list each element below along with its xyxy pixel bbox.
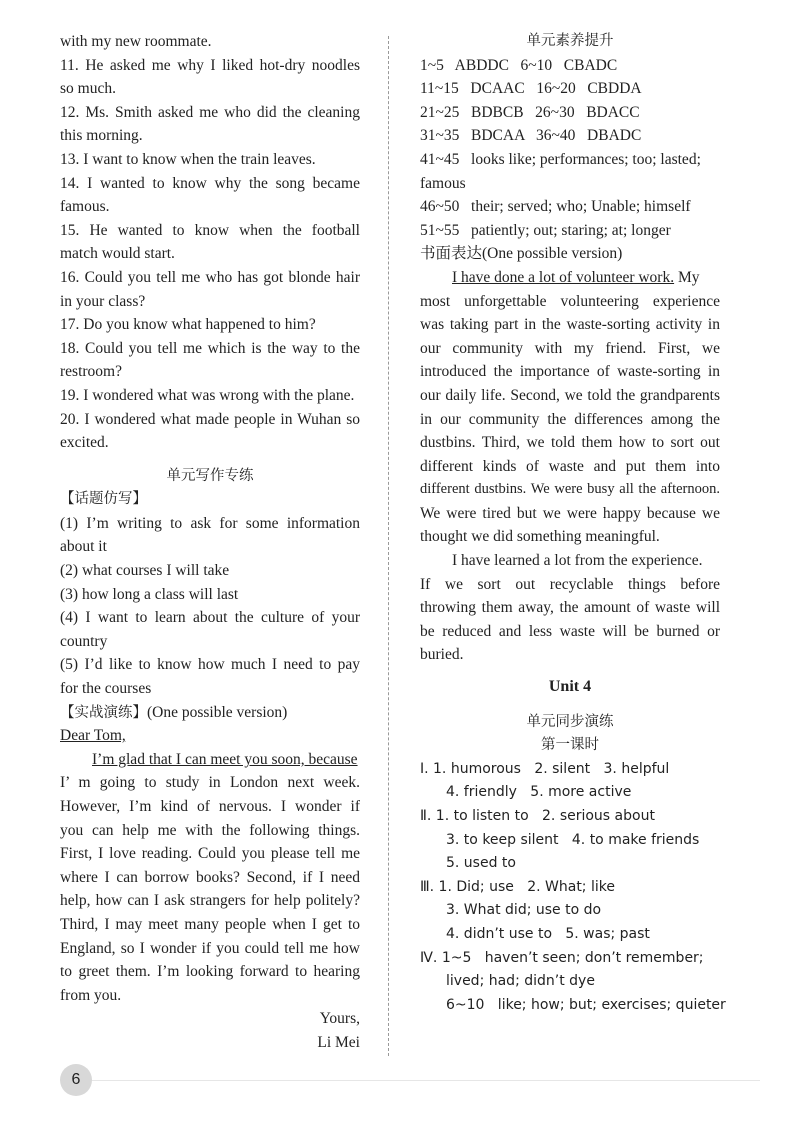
- answer-key-line: 1~5 ABDDC 6~10 CBADC: [420, 56, 618, 74]
- exercise-line: Ⅱ. 1. to listen to 2. serious about: [420, 808, 655, 824]
- topic-item: about it: [60, 538, 107, 556]
- answer-key-line: famous: [420, 174, 466, 192]
- exercise-line: 3. to keep silent 4. to make friends: [446, 831, 700, 848]
- answer-line: 17. Do you know what happened to him?: [60, 316, 316, 334]
- essay-line: dustbins. Third, we told them how to sort out: [420, 434, 720, 452]
- answer-line: so much.: [60, 80, 116, 98]
- essay-line: thought we did something meaningful.: [420, 528, 660, 546]
- essay-line: introduced the importance of waste-sorting in: [420, 363, 720, 381]
- essay-line: If we sort out recyclable things before: [420, 575, 720, 593]
- answer-line: with my new roommate.: [60, 33, 212, 50]
- essay-title-sentence: I have done a lot of volunteer work.: [452, 268, 675, 286]
- answer-line: in your class?: [60, 292, 146, 310]
- letter-first-line: [60, 748, 360, 772]
- practice-heading: [60, 701, 360, 725]
- topic-item: (5) I’d like to know how much I need to pay: [60, 656, 360, 674]
- essay-line: our daily life. Second, we told the grandparents: [420, 386, 720, 404]
- letter-line: you can help me with the following things.: [60, 821, 360, 839]
- exercise-line: 3. What did; use to do: [446, 902, 602, 919]
- essay-line: throwing them away, the amount of waste will: [420, 599, 720, 617]
- answer-line: excited.: [60, 434, 109, 452]
- essay-line: different kinds of waste and put them into: [420, 457, 720, 475]
- lesson-heading: 第一课时: [541, 737, 599, 754]
- left-column: [60, 30, 360, 1055]
- letter-greeting: Dear Tom,: [60, 727, 126, 745]
- essay-label: 书面表达(One possible version): [420, 245, 623, 263]
- topic-item: country: [60, 632, 108, 650]
- essay-title-rest: My: [677, 268, 700, 286]
- practice-suffix: (One possible version): [147, 703, 288, 721]
- unit-title: Unit 4: [548, 678, 592, 696]
- essay-line: I have learned a lot from the experience.: [452, 552, 703, 570]
- answer-line: 16. Could you tell me who has got blonde hair: [60, 268, 360, 286]
- essay-line: We were tired but we were happy because we: [420, 504, 720, 522]
- essay-line: our community with my friend. First, we: [420, 339, 720, 357]
- answer-line: 12. Ms. Smith asked me who did the cleaning: [60, 103, 360, 121]
- footer-rule: [60, 1080, 760, 1081]
- letter-line: from you.: [60, 986, 122, 1004]
- answer-line: 13. I want to know when the train leaves.: [60, 150, 316, 168]
- page-number-badge: 6: [60, 1064, 92, 1096]
- answer-key-line: 21~25 BDBCB 26~30 BDACC: [420, 103, 640, 121]
- topic-item: (3) how long a class will last: [60, 585, 239, 603]
- topic-item: (4) I want to learn about the culture of your: [60, 609, 360, 627]
- column-divider: [388, 36, 389, 1056]
- letter-line: help, how can I ask strangers for help politely?: [60, 892, 360, 910]
- exercise-line: Ⅳ. 1~5 haven’t seen; don’t remember;: [420, 949, 704, 966]
- letter-line: to greet them. I’m looking forward to hearing: [60, 963, 360, 981]
- exercise-line: 4. didn’t use to 5. was; past: [446, 925, 650, 942]
- answer-key-line: 46~50 their; served; who; Unable; himself: [420, 198, 691, 216]
- topic-item: for the courses: [60, 680, 152, 698]
- letter-first-sentence: I’m glad that I can meet you soon, because: [92, 750, 358, 768]
- answer-line: 19. I wondered what was wrong with the plane.: [60, 386, 355, 404]
- answer-line: restroom?: [60, 363, 122, 381]
- literacy-section-heading: 单元素养提升: [526, 33, 614, 49]
- letter-line: However, I’m kind of nervous. I wonder if: [60, 798, 360, 815]
- essay-line: be reduced and less waste will be burned or: [420, 622, 720, 640]
- essay-line: in our community the differences among the: [420, 410, 720, 428]
- essay-line: buried.: [420, 646, 464, 664]
- topic-item: (1) I’m writing to ask for some information: [60, 514, 360, 532]
- essay-first-line: [420, 266, 720, 290]
- sync-section-heading: 单元同步演练: [526, 713, 614, 730]
- letter-line: First, I love reading. Could you please tell me: [60, 845, 360, 863]
- letter-closing: Yours,: [319, 1010, 360, 1028]
- answer-line: famous.: [60, 198, 110, 216]
- practice-label: 【实战演练】: [60, 704, 147, 721]
- right-column: [420, 30, 726, 1017]
- exercise-line: Ⅲ. 1. Did; use 2. What; like: [420, 878, 615, 895]
- answer-line: 11. He asked me why I liked hot-dry noodles: [60, 56, 360, 74]
- answer-line: 20. I wondered what made people in Wuhan so: [60, 410, 360, 428]
- answer-key-line: 11~15 DCAAC 16~20 CBDDA: [420, 80, 642, 98]
- letter-line: I’ m going to study in London next week.: [60, 774, 360, 792]
- essay-line: was taking part in the waste-sorting activity in: [420, 316, 720, 334]
- answer-key-line: 31~35 BDCAA 36~40 DBADC: [420, 127, 642, 145]
- answer-line: this morning.: [60, 127, 143, 145]
- letter-line: Third, I may meet many people when I get to: [60, 915, 360, 933]
- answer-line: 15. He wanted to know when the football: [60, 221, 360, 239]
- letter-line: England, so I wonder if you could tell me how: [60, 939, 360, 957]
- letter-line: where I can borrow books? Second, if I need: [60, 868, 360, 886]
- essay-line: different dustbins. We were busy all the afternoon.: [420, 481, 720, 498]
- exercise-line: Ⅰ. 1. humorous 2. silent 3. helpful: [420, 760, 670, 777]
- answer-line: match would start.: [60, 245, 175, 263]
- letter-signature: Li Mei: [317, 1033, 360, 1051]
- answer-line: 14. I wanted to know why the song became: [60, 174, 360, 192]
- essay-line: most unforgettable volunteering experience: [420, 292, 720, 310]
- topic-label: 【话题仿写】: [60, 491, 147, 508]
- exercise-line: 6~10 like; how; but; exercises; quieter: [446, 996, 726, 1013]
- topic-item: (2) what courses I will take: [60, 562, 230, 580]
- answer-key-line: 41~45 looks like; performances; too; lasted;: [420, 150, 701, 168]
- exercise-line: lived; had; didn’t dye: [446, 973, 595, 990]
- answer-line: 18. Could you tell me which is the way to the: [60, 339, 360, 357]
- answer-key-line: 51~55 patiently; out; staring; at; longer: [420, 221, 671, 239]
- exercise-line: 5. used to: [446, 855, 516, 872]
- writing-section-heading: 单元写作专练: [166, 467, 254, 484]
- exercise-line: 4. friendly 5. more active: [446, 784, 632, 801]
